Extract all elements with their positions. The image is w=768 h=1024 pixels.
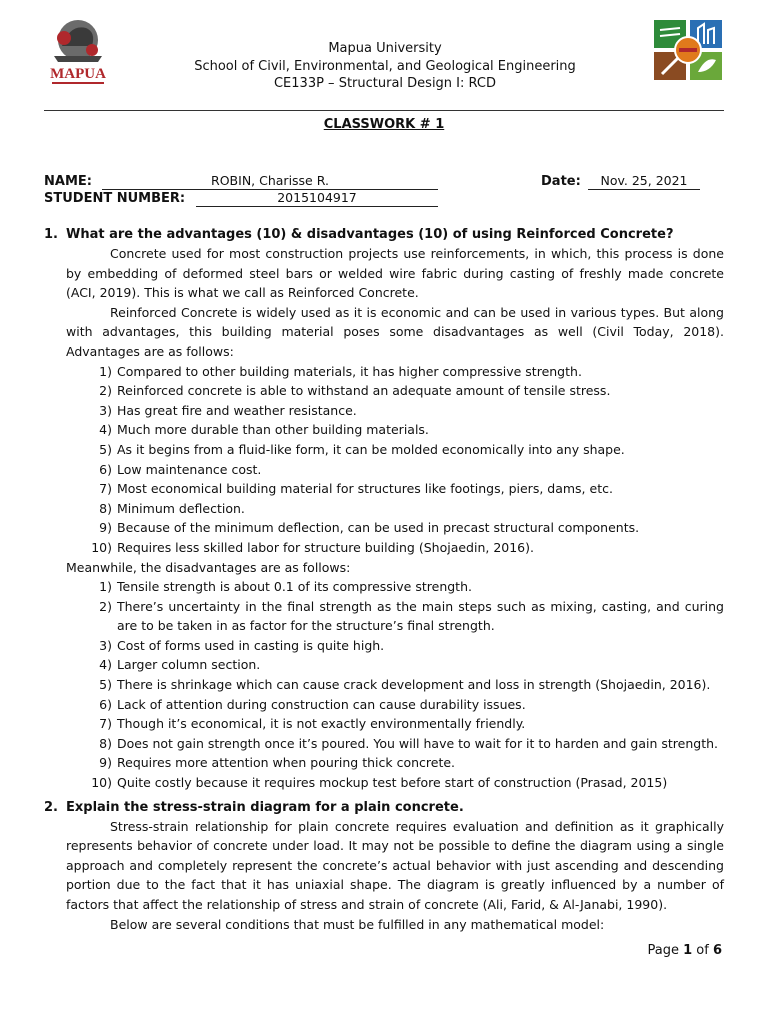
- list-item: 4) Larger column section.: [99, 657, 261, 673]
- university-name: Mapua University: [328, 41, 442, 56]
- disadvantages-list: [88, 577, 724, 793]
- list-item: 7) Most economical building material for structures like footings, piers, dams, etc.: [99, 481, 613, 497]
- list-item: 2) There’s uncertainty in the final strength as the main steps such as mixing, casting, and curing are to be taken in as factor for the structure’s final strength.: [99, 598, 724, 634]
- date-label: Date:: [541, 174, 581, 189]
- list-item: 9) Requires more attention when pouring thick concrete.: [99, 755, 456, 771]
- date-value: Nov. 25, 2021: [588, 173, 700, 190]
- list-item: 10) Quite costly because it requires mockup test before start of construction (Prasad, 2015): [91, 775, 668, 791]
- question-1: [44, 226, 724, 244]
- course-name: CE133P – Structural Design I: RCD: [273, 76, 496, 91]
- list-item: 1) Compared to other building materials, it has higher compressive strength.: [99, 363, 582, 379]
- classwork-title: CLASSWORK # 1: [323, 117, 445, 132]
- header-divider: [44, 110, 724, 111]
- list-item: 8) Does not gain strength once it’s poured. You will have to wait for it to harden and gain strength.: [99, 735, 719, 751]
- question-number: 2.: [44, 799, 58, 815]
- student-number-value: 2015104917: [196, 190, 438, 207]
- paragraph: Below are several conditions that must be fulfilled in any mathematical model:: [110, 916, 605, 932]
- list-item: 5) As it begins from a fluid-like form, it can be molded economically into any shape.: [99, 441, 625, 457]
- list-item: 3) Cost of forms used in casting is quite high.: [99, 637, 385, 653]
- list-item: 9) Because of the minimum deflection, can be used in precast structural components.: [99, 520, 640, 536]
- question-text: Explain the stress-strain diagram for a plain concrete.: [66, 799, 464, 815]
- university-header: [120, 40, 650, 93]
- paragraph: Concrete used for most construction projects use reinforcements, in which, this process is done by embedding of deformed steel bars or welded wire fabric during casting of freshly made concrete (ACI, 2019). This is what we call as Reinforced Concrete.: [66, 246, 724, 301]
- document-body: [44, 226, 724, 934]
- department-logo-icon: [652, 18, 724, 82]
- advantages-list: [88, 362, 724, 558]
- question-text: What are the advantages (10) & disadvantages (10) of using Reinforced Concrete?: [66, 227, 674, 242]
- list-item: 10) Requires less skilled labor for structure building (Shojaedin, 2016).: [91, 539, 534, 555]
- page-number: Page 1 of 6: [647, 943, 722, 958]
- name-label: NAME:: [44, 174, 92, 189]
- list-item: 4) Much more durable than other building materials.: [99, 422, 429, 438]
- student-number-label: STUDENT NUMBER:: [44, 191, 186, 206]
- list-item: 3) Has great fire and weather resistance.: [99, 402, 357, 418]
- name-value: ROBIN, Charisse R.: [102, 173, 438, 190]
- paragraph: Meanwhile, the disadvantages are as follows:: [66, 559, 351, 575]
- list-item: 5) There is shrinkage which can cause crack development and loss in strength (Shojaedin, 2016).: [99, 677, 711, 693]
- list-item: 6) Low maintenance cost.: [99, 461, 262, 477]
- list-item: 2) Reinforced concrete is able to withstand an adequate amount of tensile stress.: [99, 383, 611, 399]
- school-name: School of Civil, Environmental, and Geological Engineering: [194, 58, 576, 74]
- svg-text:MAPUA: MAPUA: [50, 66, 106, 82]
- paragraph: Stress-strain relationship for plain concrete requires evaluation and definition as it graphically represents behavior of concrete under load. It may not be possible to define the diagram using a single approach and completely represent the concrete’s actual behavior with just ascending and descending portion due to the fact that it has uniaxial shape. The diagram is greatly influenced by a number of factors that affect the relationship of stress and strain of concrete (Ali, Farid, & Al-Janabi, 1990).: [66, 818, 724, 912]
- question-2: [44, 799, 724, 817]
- list-item: 8) Minimum deflection.: [99, 500, 245, 516]
- list-item: 1) Tensile strength is about 0.1 of its compressive strength.: [99, 579, 472, 595]
- list-item: 7) Though it’s economical, it is not exactly environmentally friendly.: [99, 716, 526, 732]
- mapua-seal-icon: [40, 16, 116, 90]
- list-item: 6) Lack of attention during construction can cause durability issues.: [99, 696, 526, 712]
- paragraph: Reinforced Concrete is widely used as it is economic and can be used in various types. But along with advantages, this building material poses some disadvantages as well (Civil Today, 2018). Advantages are as follows:: [66, 304, 724, 359]
- question-number: 1.: [44, 227, 58, 242]
